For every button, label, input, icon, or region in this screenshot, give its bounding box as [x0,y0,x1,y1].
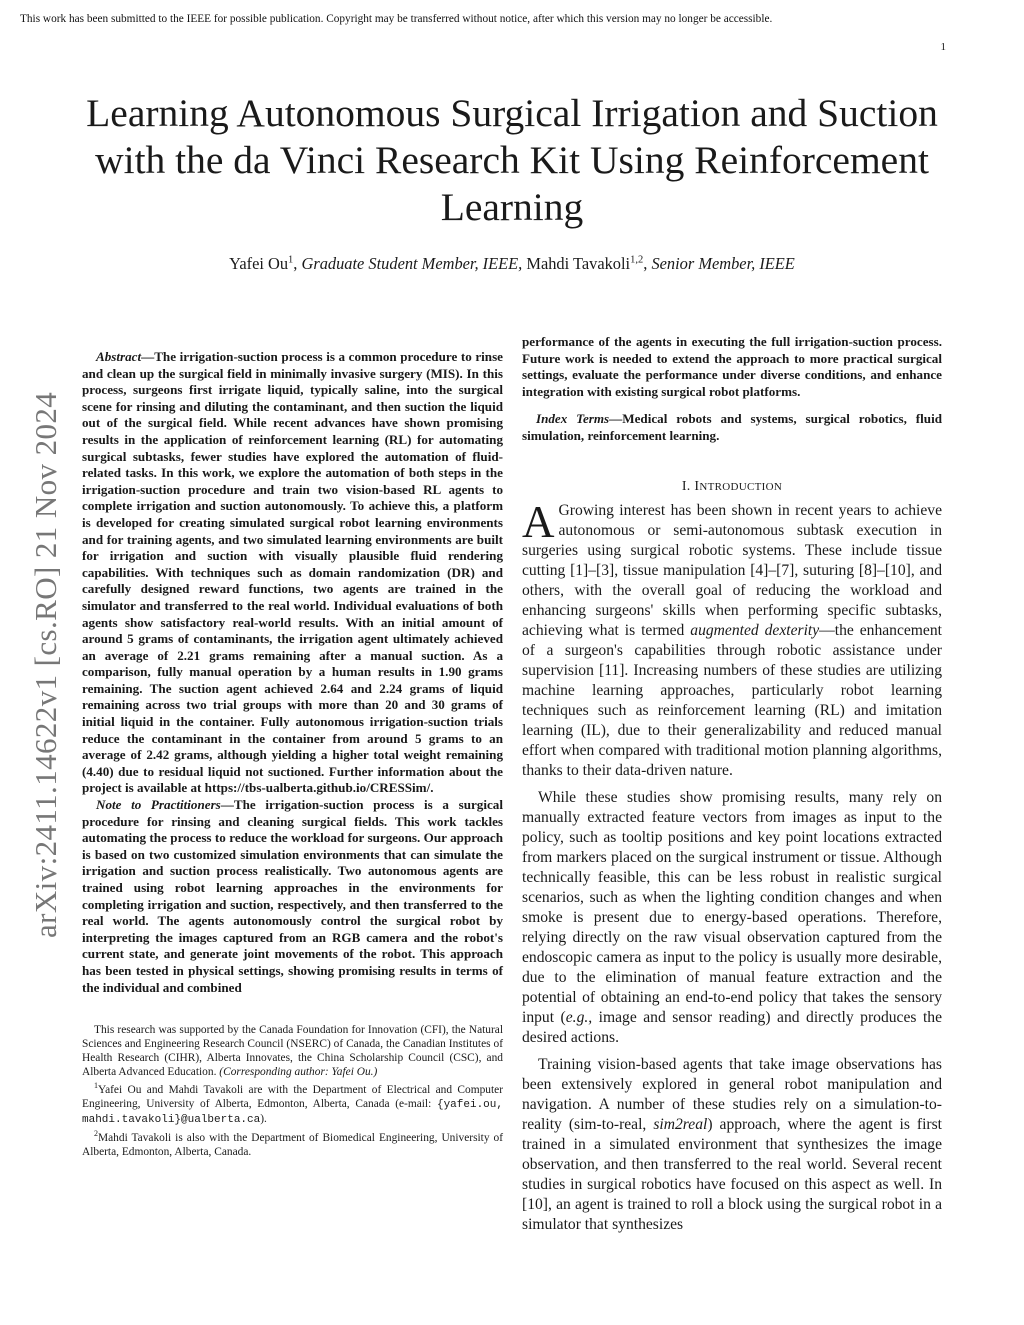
corresponding-author: (Corresponding author: Yafei Ou.) [219,1066,378,1079]
right-column [522,334,942,1235]
author-affiliation-mark: 1,2 [630,254,644,266]
intro-paragraph-2: While these studies show promising results, many rely on manually extracted feature vectors from images as input to the policy, such as tooltip positions and key point locations extracted from markers placed on the surgical instrument or tissue. Although technically feasible, this can be less robust in realistic surgical scenarios, such as when the lighting condition changes and when smoke is present due to energy-based operations. Therefore, relying directly on the raw visual observation captured from the endoscopic camera as input to the policy is usually more desirable, due to the elimination of manual feature extraction and the potential of obtaining an end-to-end policy that takes the sensory input (e.g., image and sensor reading) and directly produces the desired actions. [522,788,942,1046]
author-membership: Graduate Student Member, IEEE, [301,254,523,273]
author-emails: {yafei.ou, mahdi.tavakoli}@ualberta.ca [82,1098,503,1126]
section-heading-introduction: I. INTRODUCTION [681,478,783,494]
author-line: Yafei Ou$^1$, Graduate Student Member, IEEE, Mahdi Tavakoli$^{1,2}$, Senior Member, IEEE [229,254,795,273]
index-terms-lead: Index Terms [536,411,610,427]
affiliation-footnote-2: $^2$Mahdi Tavakoli is also with the Department of Biomedical Engineering, University of Alberta, Edmonton, Alberta, Canada. [82,1128,503,1158]
abstract-continued: performance of the agents in executing the full irrigation-suction process. Future work is needed to extend the approach to more practical surgical settings, evaluate the performance under diverse conditions, and enhance integration with existing surgical robot platforms. [522,334,942,399]
left-column [82,349,503,1159]
index-terms-text: —Medical robots and systems, surgical robotics, fluid simulation, reinforcement learning. [522,411,942,443]
footnotes [82,1023,503,1159]
arxiv-identifier-stamp: arXiv:2411.14622v1 [cs.RO] 21 Nov 2024 [28,391,63,938]
page-number: 1 [940,41,946,53]
paper-title: Learning Autonomous Surgical Irrigation and Suction with the da Vinci Research Kit Using Reinforcement Learning [86,91,938,229]
abstract [82,349,503,797]
intro-paragraph-1: A Growing interest has been shown in recent years to achieve autonomous or semi-autonomous subtask execution in surgeries using surgical robotic systems. These include tissue cutting [1]–[3], tissue manipulation [4]–[7], suturing [8]–[10], and others, with the overall goal of reducing the workload and enhancing surgeons' skills when performing specific subtasks, achieving what is termed augmented dexterity—the enhancement of a surgeon's capabilities through robotic assistance under supervision [11]. Increasing numbers of these studies are utilizing machine learning approaches, particularly robot learning techniques such as reinforcement learning (RL) and imitation learning (IL), due to their generalizability and reduced manual effort when compared with traditional motion planning algorithms, thanks to their data-driven nature. [522,496,942,779]
author-name: Yafei Ou [229,254,289,273]
note-to-practitioners [82,797,503,996]
funding-footnote: This research was supported by the Canada Foundation for Innovation (CFI), the Natural Sciences and Engineering Research Council (NSERC) of Canada, the Canadian Institutes of Health Research (CIHR), Alberta Innovates, the China Scholarship Council (CSC), and Alberta Advanced Education. (Corresponding author: Yafei Ou.) [82,1024,503,1079]
drop-cap: A [522,496,555,547]
intro-paragraph-3: Training vision-based agents that take image observations has been extensively explored in general robot manipulation and navigation. A number of these studies rely on a simulation-to-reality (sim-to-real, sim2real) approach, where the agent is first trained in a simulated environment that synthesizes the image observation, and then transferred to the real world. Several recent studies in surgical robotics have focused on this aspect as well. In [10], an agent is trained to roll a block using the surgical robot in a simulator that synthesizes [522,1055,943,1233]
submission-notice: This work has been submitted to the IEEE for possible publication. Copyright may be transferred without notice, after which this version may no longer be accessible. [20,13,773,25]
emphasis-term: augmented dexterity [690,621,820,639]
note-lead: Note to Practitioners [96,797,221,813]
abstract-lead: Abstract [96,349,142,364]
note-text: —The irrigation-suction process is a surgical procedure for rinsing and cleaning surgical fields. This work tackles automating the process to reduce the workload for surgeons. Our approach is based on two customized simulation environments that can simulate the irrigation and suction process realistically. Two autonomous agents are trained using robot learning approaches in the environments for completing irrigation and suction, respectively, and then transferred to the real world. The agents autonomously control the surgical robot by interpreting the images captured from an RGB camera and the robot's current state, and generate joint movements of the robot. This approach has been tested in physical settings, showing promising results in terms of the individual and combined [82,797,503,995]
index-terms [522,411,942,444]
abstract-text: —The irrigation-suction process is a common procedure to rinse and clean up the surgical field in minimally invasive surgery (MIS). In this process, surgeons first irrigate liquid, typically saline, into the surgical scene for rinsing and diluting the contaminant, and then suction the liquid out of the surgical field. While recent advances have shown promising results in the application of reinforcement learning (RL) for automating surgical subtasks, fewer studies have explored the automation of fluid-related tasks. In this work, we explore the automation of both steps in the irrigation-suction procedure and train two vision-based RL agents to complete irrigation and suction autonomously. To achieve this, a platform is developed for creating simulated surgical robot learning environments and for training agents, and two simulated learning environments are built for irrigation and suction with visually plausible fluid rendering capabilities. With techniques such as domain randomization (DR) and carefully designed reward functions, two agents are trained in the simulator and transferred to the real world. Individual evaluations of both agents show satisfactory real-world results. With an initial amount of around 5 grams of contaminants, the irrigation agent ultimately achieved an average of 2.21 grams remaining after a manual suction. As a comparison, fully manual operation by a human results in 1.90 grams remaining. The suction agent achieved 2.64 and 2.24 grams of liquid remaining across two trial groups with more than 20 and 30 grams of initial liquid in the container. Fully autonomous irrigation-suction trials reduce the contaminant in the container from around 5 grams to an average of 2.42 grams, although yielding a higher total weight remaining (4.40) due to residual liquid not suctioned. Further information about the project is available at https://tbs-ualberta.github.io/CRESSim/. [82,349,503,796]
author-affiliation-mark: 1 [288,254,294,266]
author-membership: Senior Member, IEEE [651,254,795,273]
affiliation-footnote-1: $^1$Yafei Ou and Mahdi Tavakoli are with the Department of Electrical and Computer Engineering, University of Alberta, Edmonton, Alberta, Canada (e-mail: {yafei.ou, mahdi.tavakoli}@ualberta.ca). [82,1081,503,1126]
author-name: Mahdi Tavakoli [526,254,631,273]
